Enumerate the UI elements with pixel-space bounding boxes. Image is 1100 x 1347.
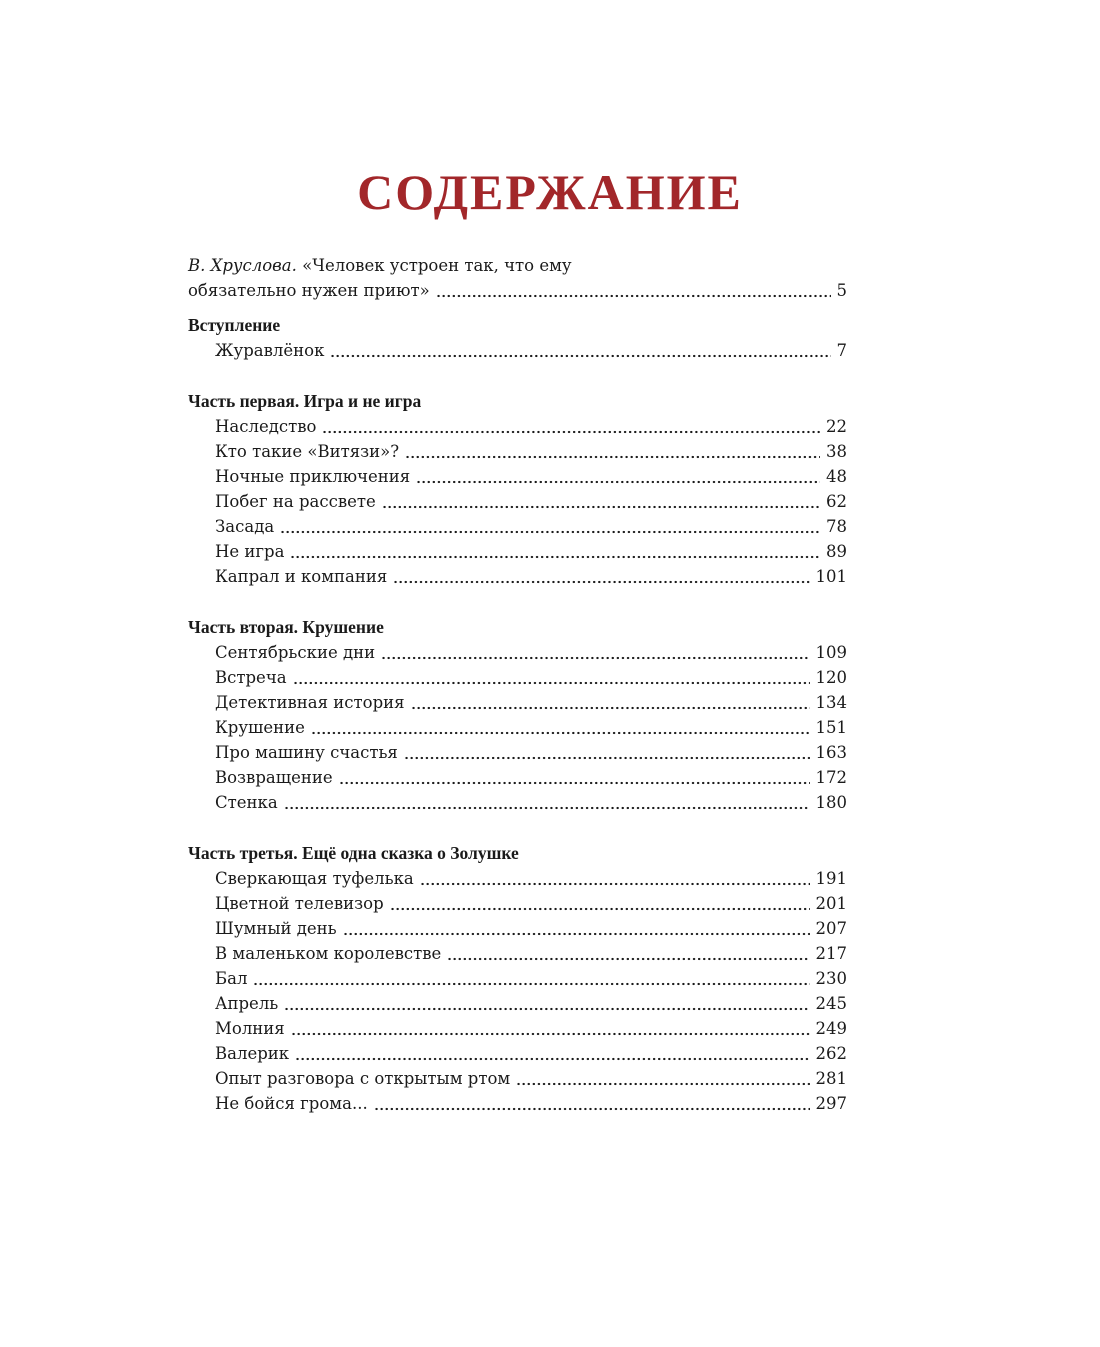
- page-number: 101: [815, 567, 847, 586]
- table-of-contents: [188, 253, 847, 1116]
- page-number: 217: [815, 944, 847, 963]
- intro-title-part2: обязательно нужен приют»: [188, 281, 430, 300]
- toc-entry[interactable]: [188, 916, 847, 941]
- toc-entry[interactable]: [188, 790, 847, 815]
- dot-leader: [416, 464, 820, 489]
- toc-section-part-one: [188, 389, 847, 589]
- chapter-title: Крушение: [215, 718, 305, 737]
- page-number: 5: [836, 281, 847, 300]
- page-number: 163: [815, 743, 847, 762]
- chapter-title: Опыт разговора с открытым ртом: [215, 1069, 511, 1088]
- intro-author: В. Хруслова.: [188, 256, 297, 275]
- page-number: 22: [826, 417, 847, 436]
- page-number: 172: [815, 768, 847, 787]
- section-heading: Часть первая. Игра и не игра: [188, 391, 422, 411]
- toc-entry[interactable]: [188, 740, 847, 765]
- toc-entry[interactable]: [188, 1041, 847, 1066]
- page-number: 89: [826, 542, 847, 561]
- chapter-list: [188, 338, 847, 363]
- chapter-title: Про машину счастья: [215, 743, 398, 762]
- dot-leader: [436, 278, 831, 303]
- dot-leader: [290, 539, 820, 564]
- toc-entry[interactable]: [188, 941, 847, 966]
- intro-title-part1: «Человек устроен так, что ему: [302, 256, 572, 275]
- dot-leader: [381, 640, 809, 665]
- chapter-list: [188, 414, 847, 589]
- toc-section-part-two: [188, 615, 847, 815]
- toc-entry[interactable]: [188, 338, 847, 363]
- toc-intro-entry[interactable]: [188, 253, 847, 303]
- chapter-title: Шумный день: [215, 919, 337, 938]
- toc-entry[interactable]: [188, 891, 847, 916]
- dot-leader: [404, 740, 810, 765]
- chapter-title: Не игра: [215, 542, 285, 561]
- toc-entry[interactable]: [188, 690, 847, 715]
- chapter-title: Детективная история: [215, 693, 405, 712]
- chapter-title: Засада: [215, 517, 275, 536]
- chapter-title: Сверкающая туфелька: [215, 869, 414, 888]
- chapter-title: Встреча: [215, 668, 287, 687]
- toc-entry[interactable]: [188, 564, 847, 589]
- chapter-list: [188, 866, 847, 1116]
- toc-entry[interactable]: [188, 1066, 847, 1091]
- page-number: 62: [826, 492, 847, 511]
- page-number: 48: [826, 467, 847, 486]
- dot-leader: [311, 715, 810, 740]
- dot-leader: [447, 941, 809, 966]
- dot-leader: [516, 1066, 809, 1091]
- toc-entry[interactable]: [188, 966, 847, 991]
- chapter-title: Ночные приключения: [215, 467, 411, 486]
- toc-entry[interactable]: [188, 640, 847, 665]
- page-number: 230: [815, 969, 847, 988]
- page-number: 7: [836, 341, 847, 360]
- chapter-title: Апрель: [215, 994, 279, 1013]
- dot-leader: [405, 439, 820, 464]
- page-number: 151: [815, 718, 847, 737]
- dot-leader: [280, 514, 820, 539]
- chapter-title: Капрал и компания: [215, 567, 388, 586]
- dot-leader: [322, 414, 820, 439]
- dot-leader: [293, 665, 810, 690]
- dot-leader: [390, 891, 810, 916]
- intro-first-line: [188, 253, 847, 278]
- dot-leader: [295, 1041, 809, 1066]
- toc-entry[interactable]: [188, 866, 847, 891]
- chapter-title: Возвращение: [215, 768, 333, 787]
- page-number: 191: [815, 869, 847, 888]
- dot-leader: [343, 916, 810, 941]
- toc-entry[interactable]: [188, 991, 847, 1016]
- chapter-title: Побег на рассвете: [215, 492, 376, 511]
- toc-section-introduction: [188, 313, 847, 363]
- dot-leader: [330, 338, 830, 363]
- toc-entry[interactable]: [188, 439, 847, 464]
- chapter-title: В маленьком королевстве: [215, 944, 442, 963]
- intro-second-line: [188, 278, 847, 303]
- page-number: 262: [815, 1044, 847, 1063]
- toc-section-part-three: [188, 841, 847, 1116]
- dot-leader: [291, 1016, 810, 1041]
- page-number: 249: [815, 1019, 847, 1038]
- dot-leader: [284, 991, 809, 1016]
- toc-entry[interactable]: [188, 539, 847, 564]
- dot-leader: [374, 1091, 810, 1116]
- toc-entry[interactable]: [188, 464, 847, 489]
- dot-leader: [253, 966, 809, 991]
- page-number: 201: [815, 894, 847, 913]
- dot-leader: [411, 690, 810, 715]
- chapter-title: Молния: [215, 1019, 285, 1038]
- toc-entry[interactable]: [188, 665, 847, 690]
- dot-leader: [420, 866, 810, 891]
- dot-leader: [339, 765, 810, 790]
- page-number: 180: [815, 793, 847, 812]
- toc-entry[interactable]: [188, 765, 847, 790]
- chapter-title: Кто такие «Витязи»?: [215, 442, 400, 461]
- toc-entry[interactable]: [188, 715, 847, 740]
- page-title: СОДЕРЖАНИЕ: [357, 163, 743, 220]
- page-number: 109: [815, 643, 847, 662]
- chapter-title: Стенка: [215, 793, 278, 812]
- page-number: 134: [815, 693, 847, 712]
- chapter-title: Сентябрьские дни: [215, 643, 376, 662]
- chapter-title: Бал: [215, 969, 248, 988]
- dot-leader: [393, 564, 809, 589]
- page-number: 207: [815, 919, 847, 938]
- chapter-title: Наследство: [215, 417, 317, 436]
- toc-entry[interactable]: [188, 414, 847, 439]
- page-number: 297: [815, 1094, 847, 1113]
- section-heading: Часть третья. Ещё одна сказка о Золушке: [188, 843, 519, 863]
- page-number: 120: [815, 668, 847, 687]
- dot-leader: [284, 790, 810, 815]
- chapter-list: [188, 640, 847, 815]
- chapter-title: Валерик: [215, 1044, 290, 1063]
- toc-entry[interactable]: [188, 1091, 847, 1116]
- section-heading: Часть вторая. Крушение: [188, 617, 384, 637]
- page-number: 281: [815, 1069, 847, 1088]
- dot-leader: [382, 489, 820, 514]
- chapter-title: Цветной телевизор: [215, 894, 384, 913]
- page-number: 245: [815, 994, 847, 1013]
- page-number: 78: [826, 517, 847, 536]
- chapter-title: Не бойся грома...: [215, 1094, 368, 1113]
- page-number: 38: [826, 442, 847, 461]
- section-heading: Вступление: [188, 315, 281, 335]
- toc-entry[interactable]: [188, 489, 847, 514]
- toc-entry[interactable]: [188, 1016, 847, 1041]
- chapter-title: Журавлёнок: [215, 341, 325, 360]
- toc-entry[interactable]: [188, 514, 847, 539]
